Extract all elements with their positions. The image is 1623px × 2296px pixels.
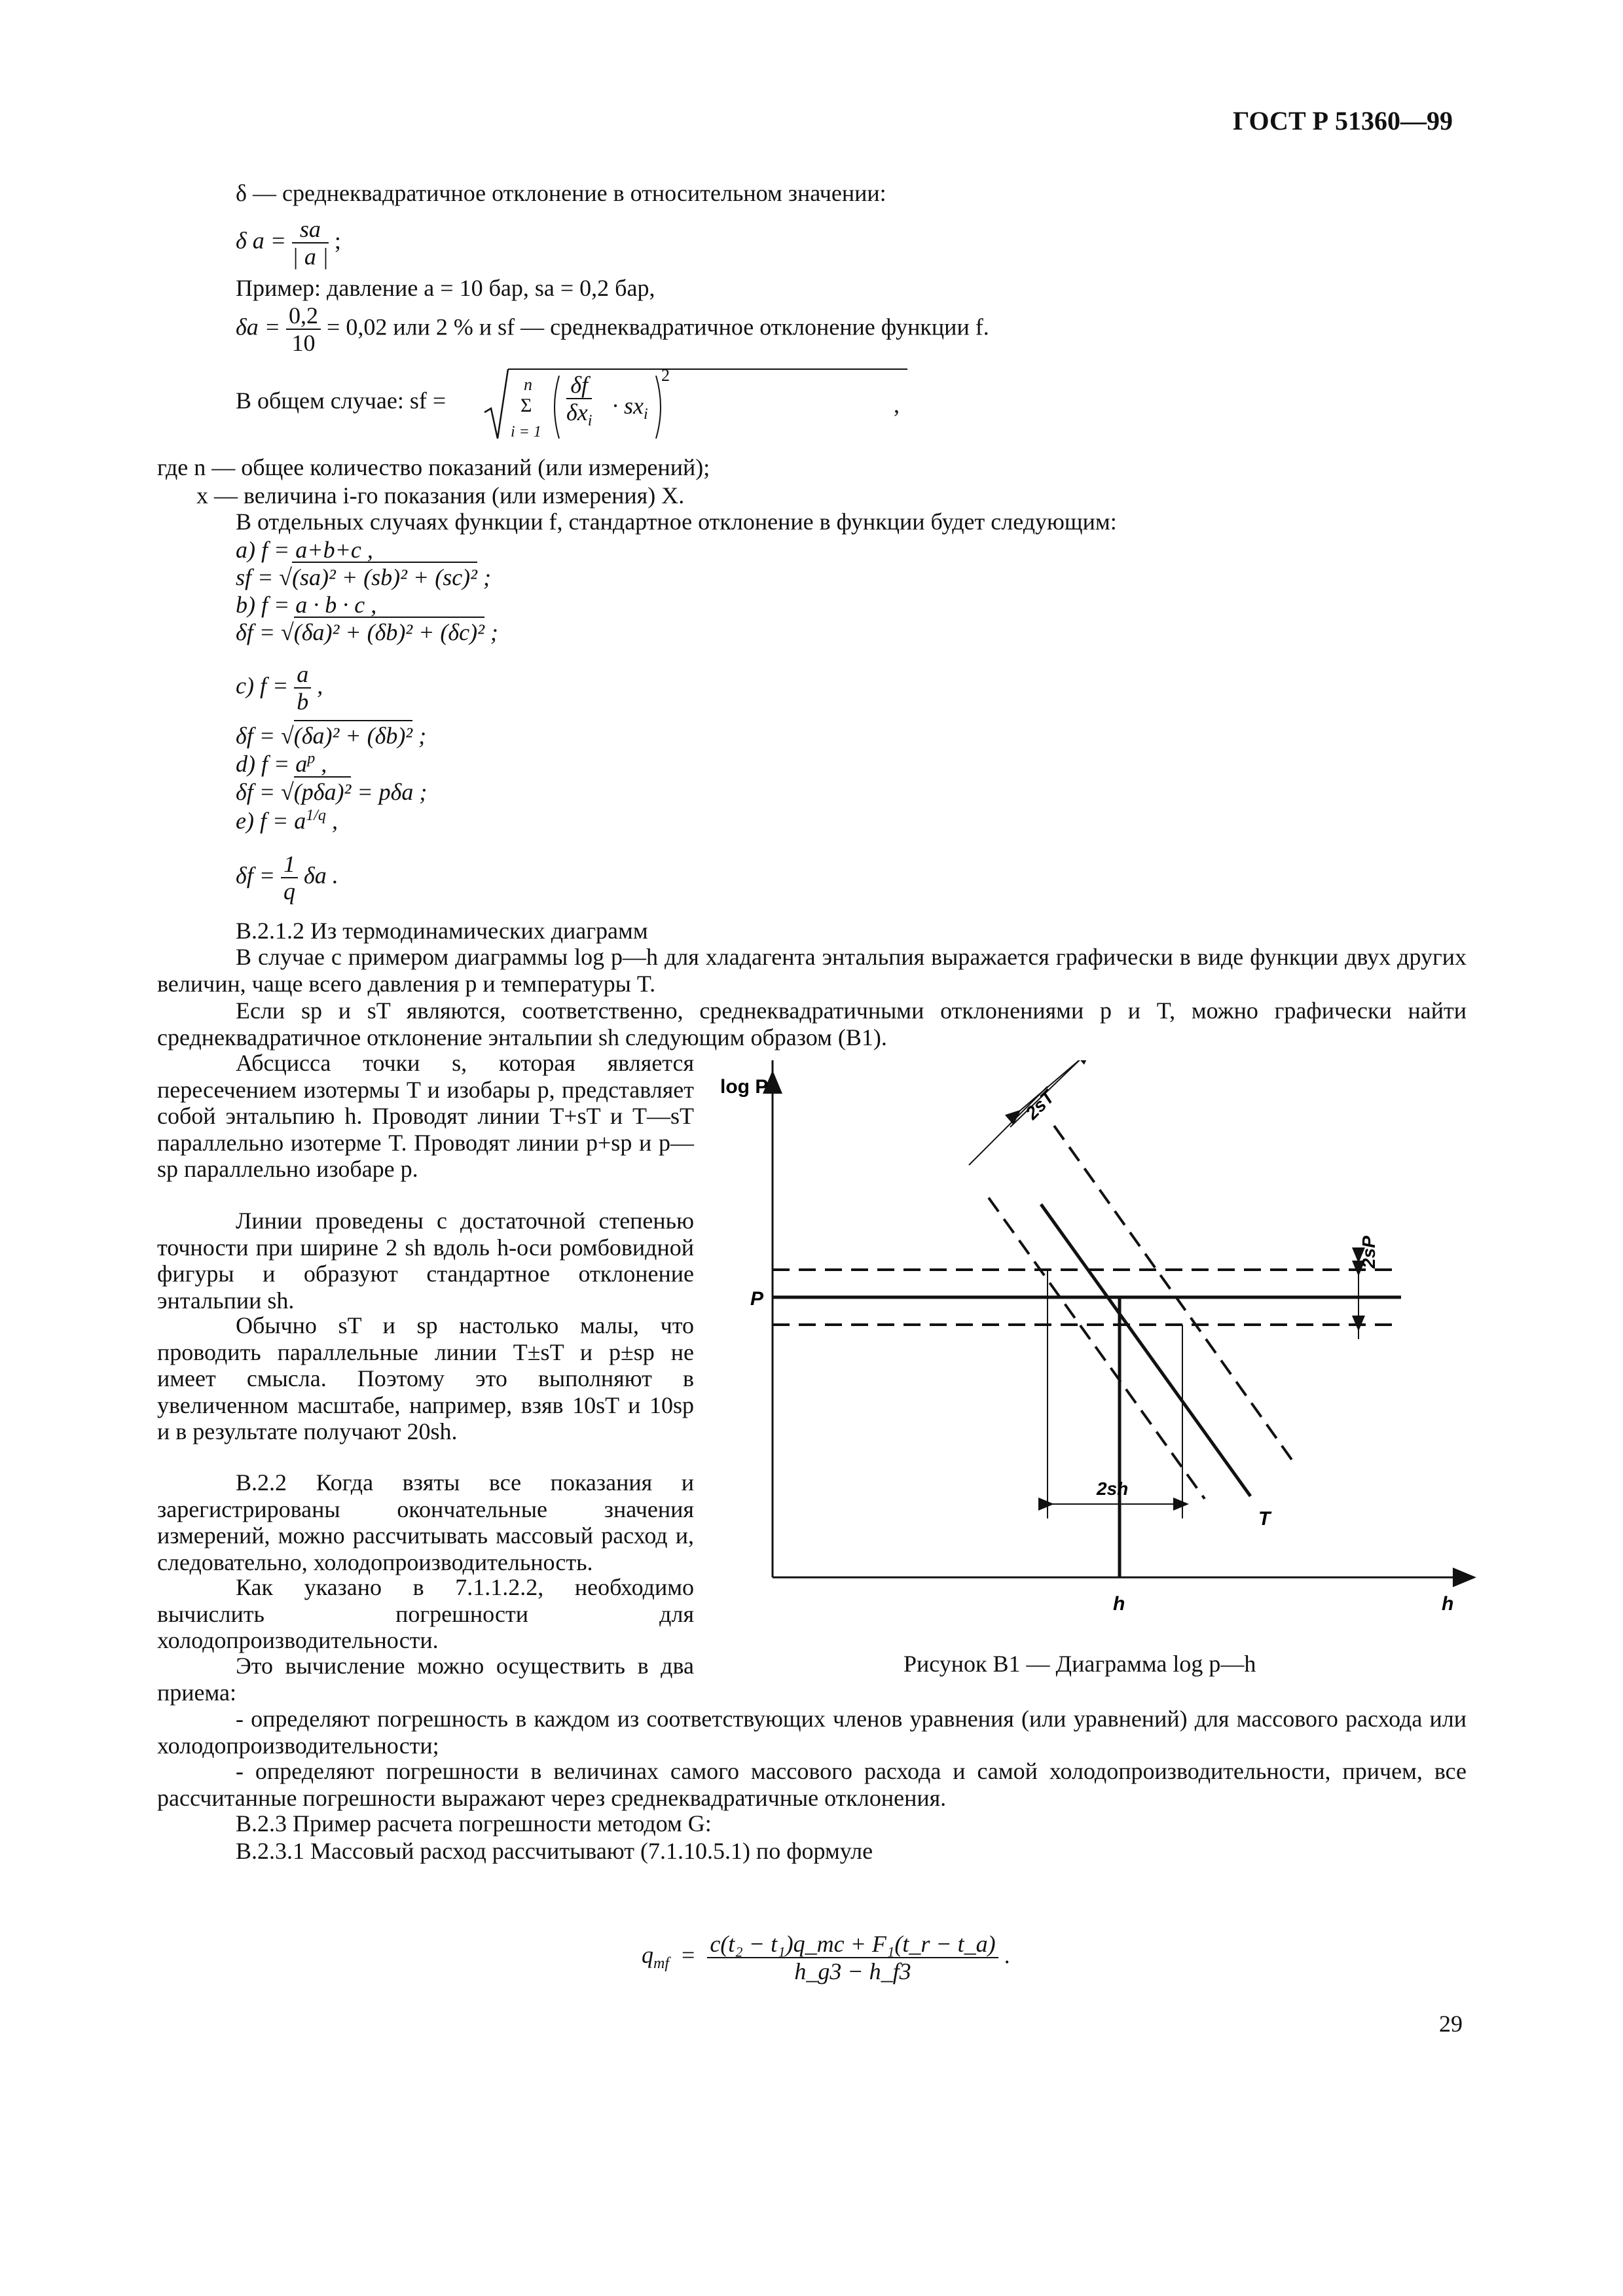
- case-b2: δf = √(δa)² + (δb)² + (δc)² ;: [236, 618, 498, 647]
- delta-fraction: [292, 216, 329, 270]
- case-d2: δf = √(pδa)² = pδa ;: [236, 778, 427, 806]
- formula-lhs: $q_{mf}$: [642, 1942, 669, 1973]
- section-b212-p5: Обычно sT и sp настолько малы, что проводить параллельные линии T±sT и p±sp не имеет смысла. Поэтому это выполняют в увеличенном масштабе, например, взяв 10sT и 10sp и в результате получают 20sh.: [157, 1312, 694, 1444]
- where-x: x — величина i-го показания (или измерения) X.: [196, 482, 685, 509]
- delta-definition: δ — среднеквадратичное отклонение в относительном значении:: [236, 180, 886, 206]
- general-prefix: В общем случае: sf =: [236, 387, 447, 414]
- delta-tail: ;: [334, 227, 341, 254]
- section-b212-p3: Абсцисса точки s, которая является пересечением изотермы T и изобары p, представляет собой энтальпию h. Проводят линии T+sT и T—sT параллельно изотерме T. Проводят линии p+sp и p—sp параллельно изобаре p.: [157, 1050, 694, 1182]
- delta-formula: [236, 216, 341, 270]
- formula-den: h_g3 − h_f3: [794, 1958, 911, 1984]
- section-b22-p3: Это вычисление можно осуществить в два приема:: [157, 1653, 694, 1706]
- delta-den: | a |: [292, 243, 329, 270]
- t-label: T: [1258, 1508, 1271, 1530]
- example-lhs: δa =: [236, 314, 281, 340]
- sum-upper: n: [524, 375, 532, 394]
- case-b1: b) f = a · b · c ,: [236, 592, 377, 618]
- case-d1: d) $f = a^p$ ,: [236, 750, 327, 777]
- isotherm-minus: [989, 1198, 1205, 1499]
- example-fraction: [286, 302, 321, 356]
- document-code: ГОСТ Р 51360—99: [1233, 106, 1453, 135]
- delta-lhs: δ a =: [236, 227, 287, 254]
- case-e-fraction: $\frac{1}{q}$: [281, 851, 298, 905]
- general-fraction: [566, 372, 593, 430]
- case-c1: c) f = $\frac{a}{b}$ ,: [236, 661, 323, 715]
- sqrt-overline: [508, 368, 907, 370]
- figure-caption: Рисунок В1 — Диаграмма log p—h: [903, 1651, 1256, 1677]
- case-e2: δf = $\frac{1}{q}$ δa .: [236, 851, 338, 905]
- section-b23-sub: В.2.3.1 Массовый расход рассчитывают (7.1.10.5.1) по формуле: [236, 1838, 873, 1864]
- cases-intro: В отдельных случаях функции f, стандартное отклонение в функции будет следующим:: [236, 509, 1117, 535]
- y-axis-label: log P: [720, 1076, 769, 1098]
- two-sp-label: 2sP: [1359, 1236, 1379, 1268]
- example-formula: [236, 302, 989, 356]
- section-b23-title: В.2.3 Пример расчета погрешности методом G:: [236, 1810, 712, 1837]
- section-b22-p5: - определяют погрешности в величинах самого массового расхода и самой холодопроизводительности, причем, все рассчитанные погрешности выражают через среднеквадратичные отклонения.: [157, 1758, 1467, 1811]
- section-b212-p2: Если sp и sT являются, соответственно, среднеквадратичными отклонениями p и T, можно графически найти среднеквадратичное отклонение энтальпии sh следующим образом (В1).: [157, 997, 1467, 1050]
- case-c-fraction: $\frac{a}{b}$: [294, 661, 311, 715]
- section-b22-p4: - определяют погрешность в каждом из соответствующих членов уравнения (или уравнений) для массового расхода или холодопроизводительности;: [157, 1706, 1467, 1759]
- general-mult: · $sx_i$: [612, 393, 648, 423]
- general-tail: ,: [894, 391, 900, 418]
- x-axis-label: h: [1442, 1593, 1454, 1615]
- log-p-h-diagram: [720, 1060, 1480, 1623]
- general-num: δf: [566, 372, 592, 399]
- section-b22-p1: В.2.2 Когда взяты все показания и зарегистрированы окончательные значения измерений, можно рассчитывать массовый расход и, следовательно, холодопроизводительность.: [157, 1469, 694, 1575]
- mass-flow-formula: [642, 1931, 1010, 1984]
- h-label: h: [1113, 1593, 1125, 1615]
- case-a2: sf = √(sa)² + (sb)² + (sc)² ;: [236, 563, 491, 592]
- formula-fraction: [707, 1931, 998, 1984]
- case-a1: а) f = a+b+c ,: [236, 537, 373, 563]
- case-c2: δf = √(δa)² + (δb)² ;: [236, 721, 426, 750]
- case-e1: e) $f = a^{1/q}$ ,: [236, 807, 338, 834]
- example-tail: = 0,02 или 2 % и sf — среднеквадратичное отклонение функции f.: [327, 314, 989, 340]
- p-label: P: [750, 1288, 764, 1310]
- sum-lower: i = 1: [511, 423, 541, 440]
- example-den: 10: [291, 330, 316, 356]
- sqrt-sign: [483, 367, 509, 445]
- example-line: Пример: давление a = 10 бар, sa = 0,2 бар,: [236, 275, 655, 301]
- sum-sign: Σ: [520, 395, 532, 416]
- two-sh-label: 2sh: [1097, 1479, 1129, 1499]
- formula-eq: =: [682, 1942, 695, 1969]
- isotherm-t: [1041, 1204, 1250, 1496]
- formula-tail: .: [1004, 1942, 1010, 1969]
- section-b212-title: В.2.1.2 Из термодинамических диаграмм: [236, 918, 648, 944]
- formula-num: c(t₂ − t₁)q_mc + F₁(t_r − t_a): [707, 1931, 998, 1958]
- where-n: где n — общее количество показаний (или измерений);: [157, 454, 710, 480]
- section-b22-p2: Как указано в 7.1.1.2.2, необходимо вычислить погрешности для холодопроизводительности.: [157, 1574, 694, 1653]
- delta-num: sa: [292, 216, 329, 243]
- two-st-label: 2sT: [1021, 1086, 1059, 1124]
- example-num: 0,2: [286, 302, 321, 330]
- page-number: 29: [1439, 2011, 1463, 2037]
- section-b212-p4: Линии проведены с достаточной степенью точности при ширине 2 sh вдоль h-оси ромбовидной фигуры и образуют стандартное отклонение энтальпии sh.: [157, 1208, 694, 1314]
- general-exp: 2: [661, 366, 670, 385]
- section-b212-p1: В случае с примером диаграммы log p—h для хладагента энтальпия выражается графически в виде функции двух других величин, чаще всего давления p и температуры T.: [157, 944, 1467, 997]
- general-den: $\delta x_i$: [566, 399, 593, 430]
